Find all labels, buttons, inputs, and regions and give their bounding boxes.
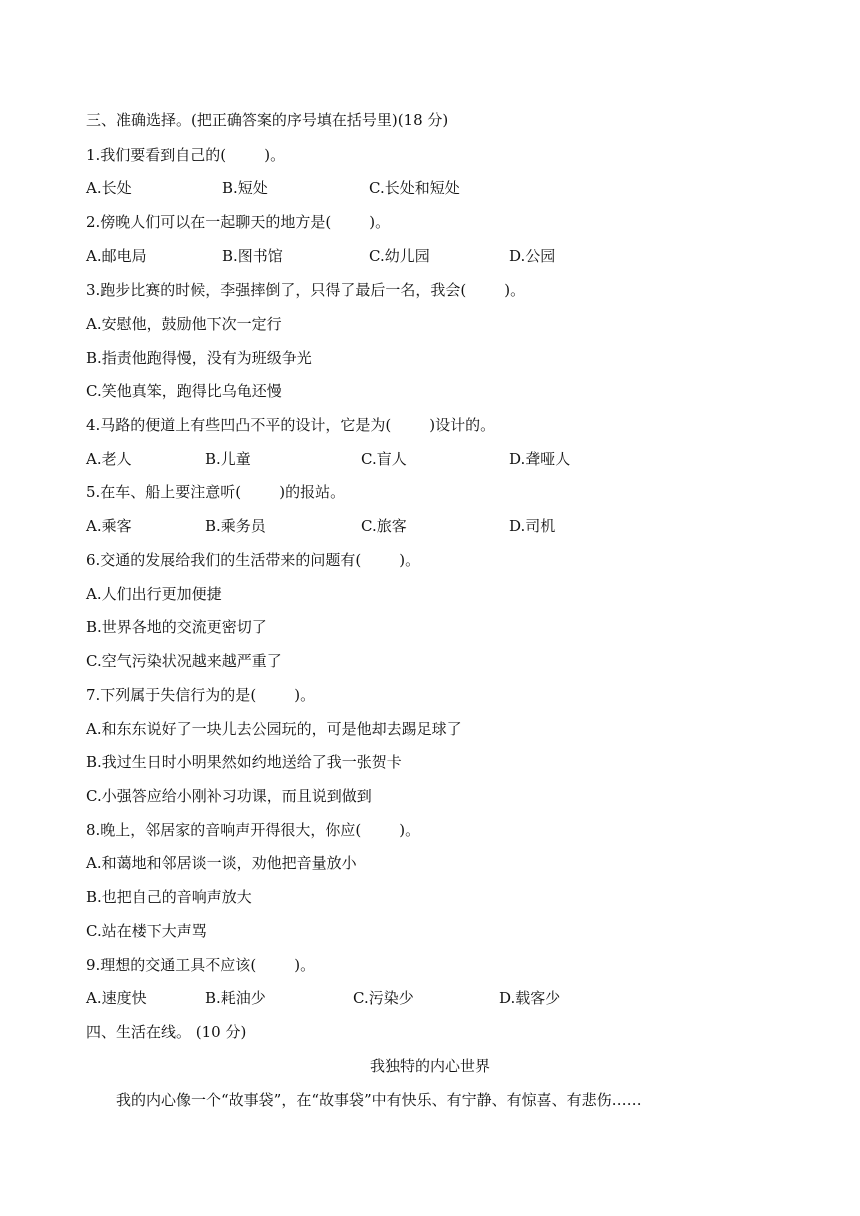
q8-option-a: A.和蔼地和邻居谈一谈，劝他把音量放小 (86, 854, 357, 872)
q9-option-c: C.污染少 (353, 989, 414, 1007)
q4-option-a: A.老人 (86, 450, 132, 468)
passage-title: 我独特的内心世界 (369, 1057, 490, 1075)
passage-first-line: 我的内心像一个“故事袋”，在“故事袋”中有快乐、有宁静、有惊喜、有悲伤…… (116, 1091, 642, 1109)
question-2: 2.傍晚人们可以在一起聊天的地方是( )。 (86, 213, 391, 231)
section-4-heading: 四、生活在线。 (10 分) (86, 1023, 247, 1041)
q7-option-a: A.和东东说好了一块儿去公园玩的，可是他却去踢足球了 (86, 720, 462, 738)
q2-option-d: D.公园 (509, 247, 556, 265)
question-8: 8.晚上，邻居家的音响声开得很大，你应( )。 (86, 821, 421, 839)
q8-option-b: B.也把自己的音响声放大 (86, 888, 252, 906)
q6-option-b: B.世界各地的交流更密切了 (86, 618, 267, 636)
q5-option-b: B.乘务员 (205, 517, 266, 535)
q8-option-c: C.站在楼下大声骂 (86, 922, 207, 940)
q4-option-c: C.盲人 (361, 450, 407, 468)
q2-option-b: B.图书馆 (222, 247, 283, 265)
question-9: 9.理想的交通工具不应该( )。 (86, 956, 316, 974)
q1-option-c: C.长处和短处 (369, 179, 460, 197)
q9-option-b: B.耗油少 (205, 989, 266, 1007)
question-3: 3.跑步比赛的时候，李强摔倒了，只得了最后一名，我会( )。 (86, 281, 526, 299)
q5-option-d: D.司机 (509, 517, 556, 535)
q4-option-b: B.儿童 (205, 450, 251, 468)
q5-option-a: A.乘客 (86, 517, 132, 535)
q3-option-b: B.指责他跑得慢，没有为班级争光 (86, 349, 312, 367)
q6-option-a: A.人们出行更加便捷 (86, 585, 222, 603)
q1-option-b: B.短处 (222, 179, 268, 197)
question-6: 6.交通的发展给我们的生活带来的问题有( )。 (86, 551, 421, 569)
q5-option-c: C.旅客 (361, 517, 407, 535)
q7-option-c: C.小强答应给小刚补习功课，而且说到做到 (86, 787, 372, 805)
question-4: 4.马路的便道上有些凹凸不平的设计，它是为( )设计的。 (86, 416, 496, 434)
q9-option-d: D.载客少 (499, 989, 561, 1007)
question-7: 7.下列属于失信行为的是( )。 (86, 686, 316, 704)
question-5: 5.在车、船上要注意听( )的报站。 (86, 483, 346, 501)
q4-option-d: D.聋哑人 (509, 450, 571, 468)
q3-option-c: C.笑他真笨，跑得比乌龟还慢 (86, 382, 282, 400)
question-1: 1.我们要看到自己的( )。 (86, 146, 286, 164)
q1-option-a: A.长处 (86, 179, 132, 197)
q3-option-a: A.安慰他，鼓励他下次一定行 (86, 315, 282, 333)
q2-option-c: C.幼儿园 (369, 247, 430, 265)
q9-option-a: A.速度快 (86, 989, 147, 1007)
q6-option-c: C.空气污染状况越来越严重了 (86, 652, 282, 670)
q7-option-b: B.我过生日时小明果然如约地送给了我一张贺卡 (86, 753, 402, 771)
section-3-heading: 三、准确选择。(把正确答案的序号填在括号里)(18 分) (86, 111, 449, 129)
q2-option-a: A.邮电局 (86, 247, 147, 265)
